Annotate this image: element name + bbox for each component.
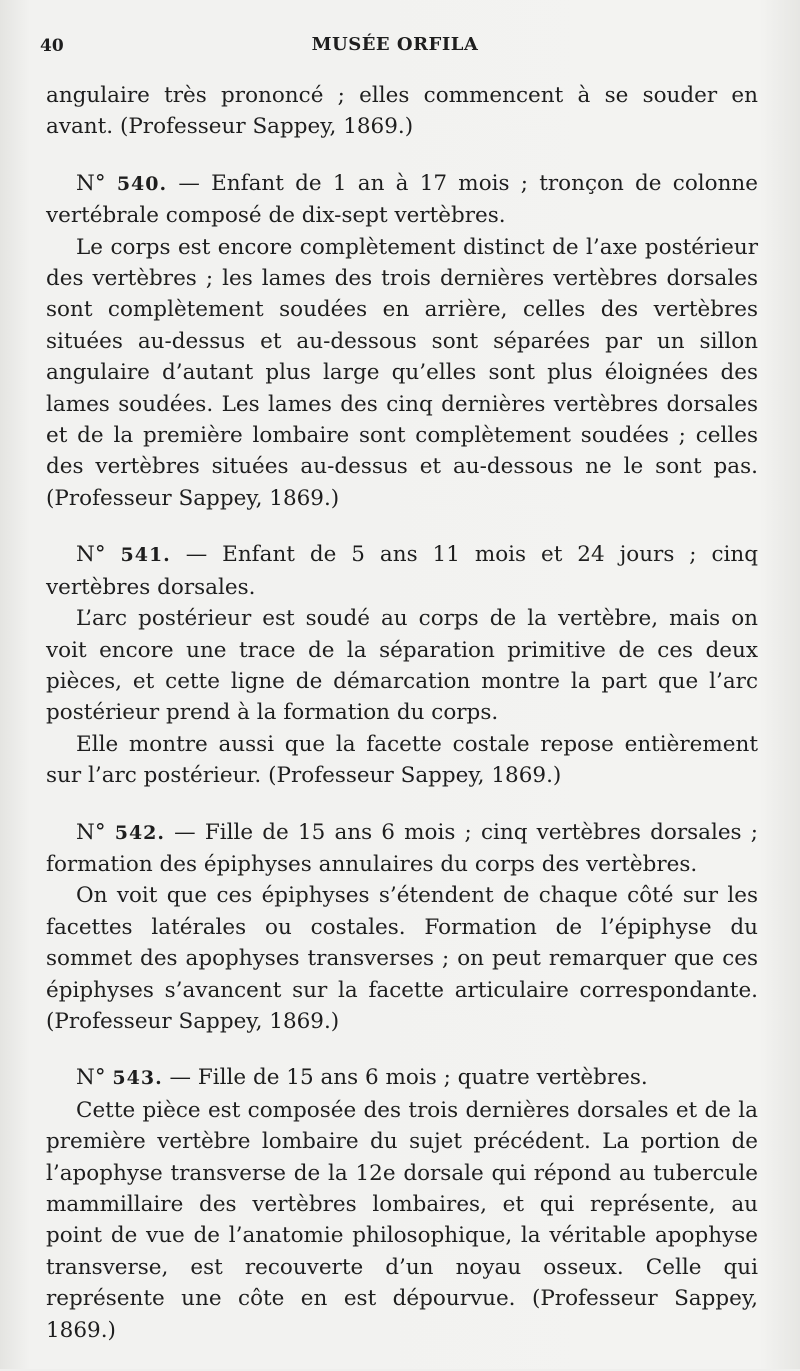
entry-continued [46, 80, 758, 143]
entry-heading [46, 817, 758, 881]
paragraph: angulaire très prononcé ; elles commencent à se souder en avant. (Professeur Sappey, 1869.) [46, 83, 758, 140]
entry-heading [46, 168, 758, 232]
paragraph: L’arc postérieur est soudé au corps de la vertèbre, mais on voit encore une trace de la séparation primitive de ces deux pièces, et cette ligne de démarcation montre la part que l’arc postérieur prend à la formation du corps. [46, 606, 758, 726]
entry-heading [46, 539, 758, 603]
entry-541 [46, 539, 758, 791]
number-label: N° [76, 1065, 106, 1091]
entry-543 [46, 1062, 758, 1346]
entry-number: 542. [114, 821, 166, 844]
entry-lead: — Enfant de 5 ans 11 mois et 24 jours ; cinq vertèbres dorsales. [46, 542, 758, 600]
entry-number: 540. [116, 172, 168, 195]
number-label: N° [76, 819, 106, 845]
entry-lead: — Enfant de 1 an à 17 mois ; tronçon de colonne vertébrale composé de dix-sept vertèbres. [46, 170, 758, 229]
page-number: 40 [40, 36, 64, 56]
paragraph: On voit que ces épiphyses s’étendent de chaque côté sur les facettes latérales ou costales. Formation de l’épiphyse du sommet des apophyses transverses ; on peut remarquer que ces épiphyses s’avancent sur la facette articulaire correspondante. (Professeur Sappey, 1869.) [46, 883, 758, 1034]
paragraph: Le corps est encore complètement distinct de l’axe postérieur des vertèbres ; les lames des trois dernières vertèbres dorsales sont complètement soudées en arrière, celles des vertèbres situées au-dessus et au-dessous sont séparées par un sillon angulaire d’autant plus large qu’elles sont plus éloignées des lames soudées. Les lames des cinq dernières vertèbres dorsales et de la première lombaire sont complètement soudées ; celles des vertèbres situées au-dessus et au-dessous ne le sont pas. (Professeur Sappey, 1869.) [46, 234, 758, 511]
number-label: N° [76, 170, 106, 196]
entry-lead: — Fille de 15 ans 6 mois ; quatre vertèbres. [162, 1065, 648, 1091]
number-label: N° [76, 542, 106, 568]
page-header [0, 34, 800, 60]
entry-number: 543. [112, 1067, 163, 1090]
entry-lead: — Fille de 15 ans 6 mois ; cinq vertèbres dorsales ; formation des épiphyses annulaires du corps des vertèbres. [46, 819, 758, 877]
entry-542 [46, 817, 758, 1038]
entry-heading [46, 1062, 758, 1094]
running-title: MUSÉE ORFILA [311, 34, 479, 55]
body-text [46, 80, 758, 1371]
entry-540 [46, 168, 758, 514]
paragraph: Cette pièce est composée des trois dernières dorsales et de la première vertèbre lombaire du sujet précédent. La portion de l’apophyse transverse de la 12e dorsale qui répond au tubercule mammillaire des vertèbres lombaires, et qui représente, au point de vue de l’anatomie philosophique, la véritable apophyse transverse, est recouverte d’un noyau osseux. Celle qui représente une côte en est dépourvue. (Professeur Sappey, 1869.) [46, 1097, 758, 1343]
paragraph: Elle montre aussi que la facette costale repose entièrement sur l’arc postérieur. (Professeur Sappey, 1869.) [46, 731, 758, 789]
entry-number: 541. [120, 544, 171, 567]
